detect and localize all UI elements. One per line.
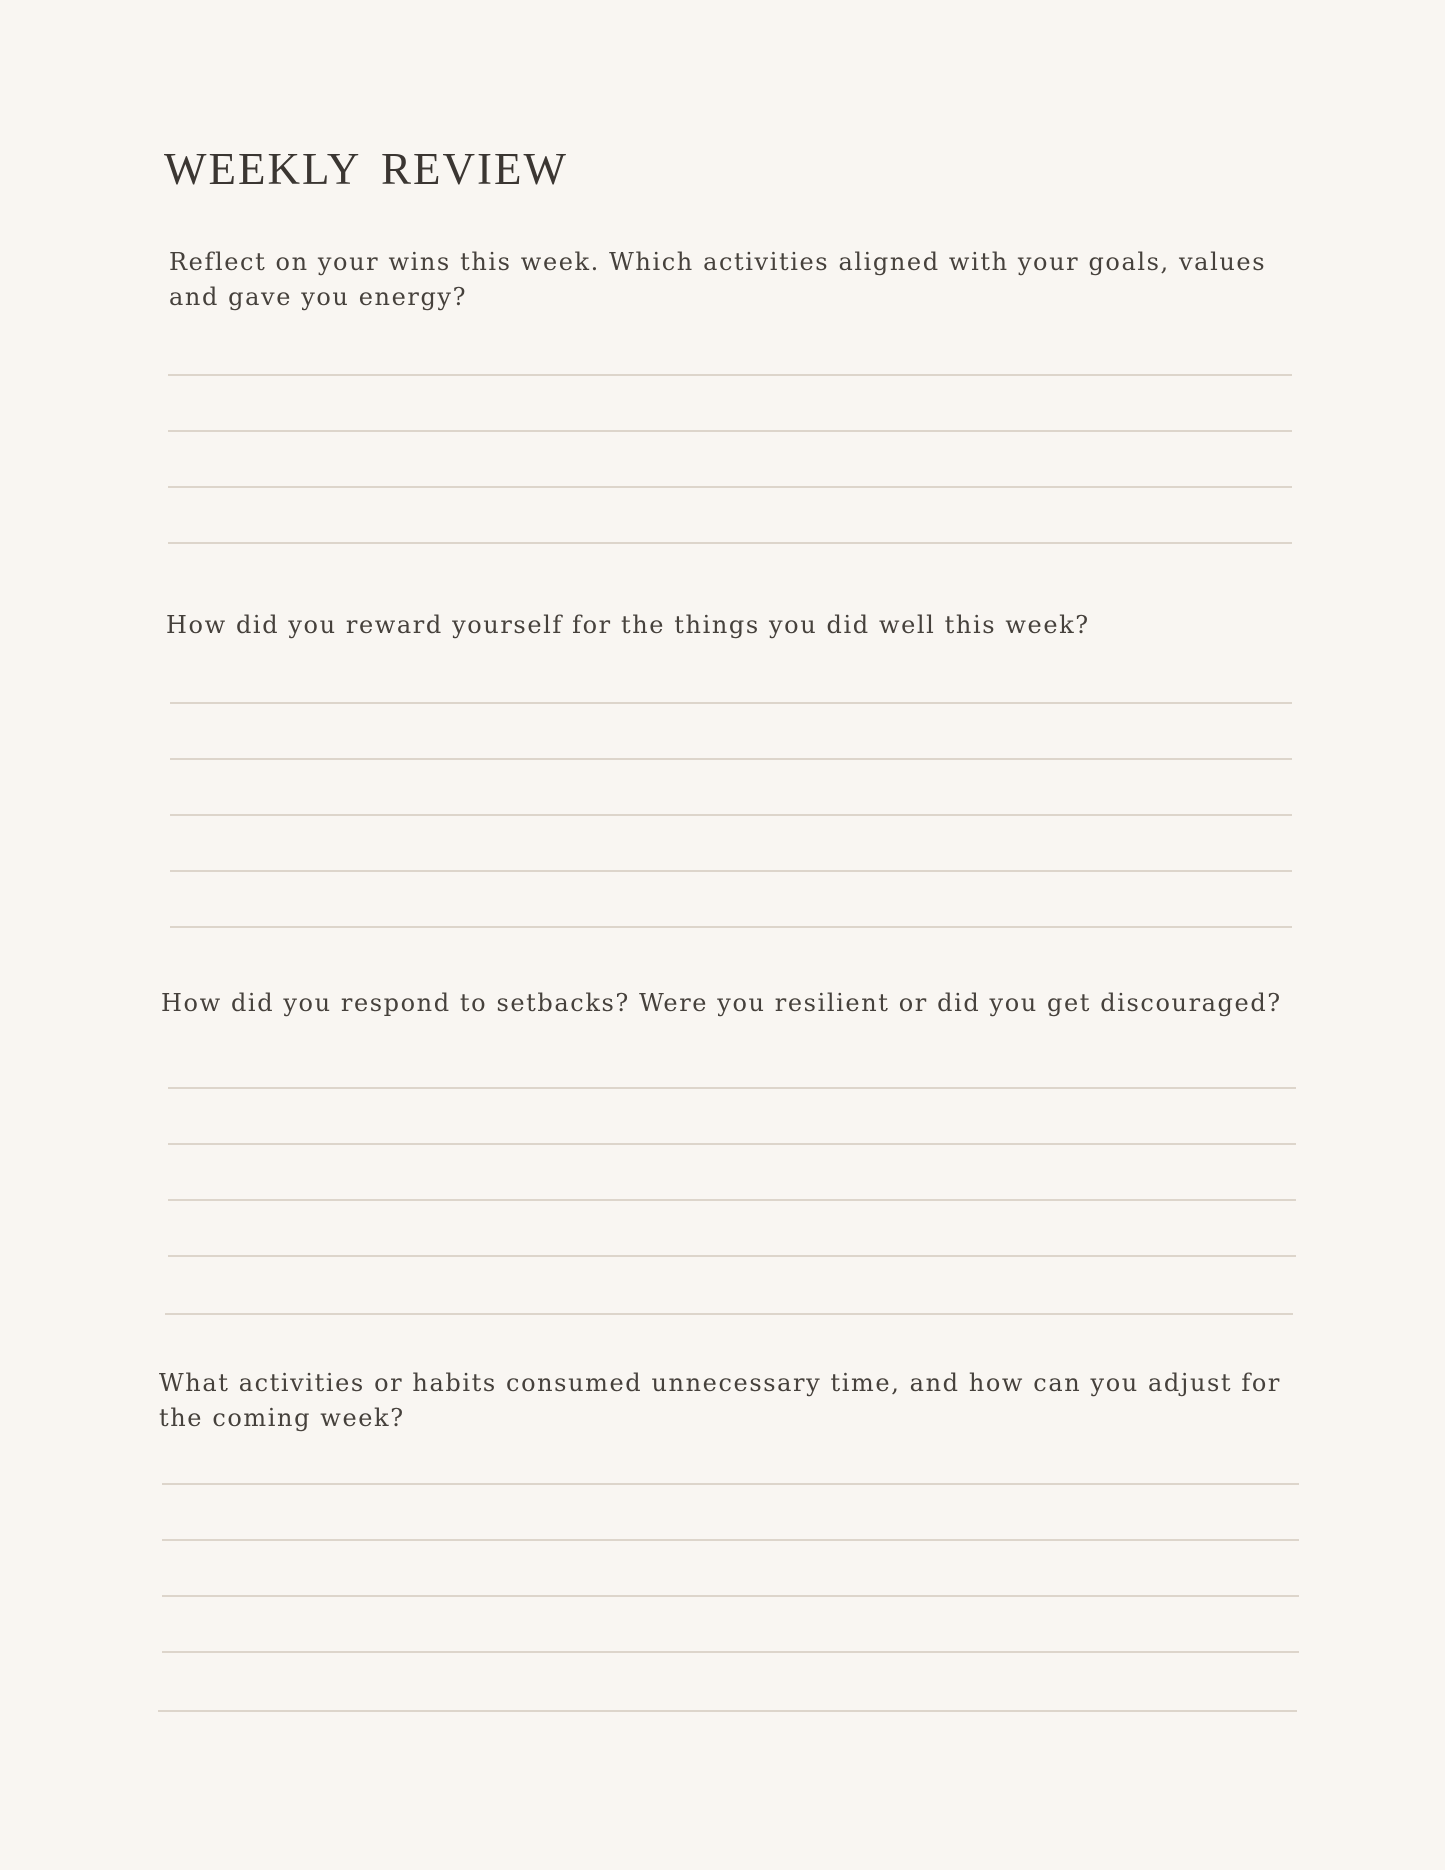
answer-line[interactable] — [170, 702, 1292, 704]
question-4-line-1: What activities or habits consumed unnecessary time, and how can you adjust for — [159, 1369, 1281, 1397]
answer-line[interactable] — [168, 486, 1292, 488]
question-4 — [159, 1366, 1281, 1436]
answer-line[interactable] — [168, 1255, 1296, 1257]
answer-line[interactable] — [168, 1199, 1296, 1201]
question-1-line-2: and gave you energy? — [169, 283, 468, 311]
question-3-line-1: How did you respond to setbacks? Were you resilient or did you get discouraged? — [161, 989, 1282, 1017]
answer-line[interactable] — [168, 1143, 1296, 1145]
answer-line[interactable] — [170, 870, 1292, 872]
answer-line[interactable] — [162, 1651, 1299, 1653]
question-2-line-1: How did you reward yourself for the things you did well this week? — [166, 611, 1090, 639]
answer-line[interactable] — [170, 814, 1292, 816]
answer-line[interactable] — [170, 758, 1292, 760]
page-title: WEEKLY REVIEW — [164, 144, 568, 194]
answer-line[interactable] — [165, 1313, 1293, 1315]
answer-line[interactable] — [162, 1595, 1299, 1597]
question-3 — [161, 986, 1282, 1021]
answer-line[interactable] — [168, 374, 1292, 376]
question-2 — [166, 608, 1090, 643]
question-1-line-1: Reflect on your wins this week. Which activities aligned with your goals, values — [169, 248, 1267, 276]
answer-line[interactable] — [162, 1539, 1299, 1541]
question-4-line-2: the coming week? — [159, 1404, 405, 1432]
answer-line[interactable] — [168, 430, 1292, 432]
answer-line[interactable] — [170, 926, 1292, 928]
answer-line[interactable] — [162, 1483, 1299, 1485]
answer-line[interactable] — [168, 1087, 1296, 1089]
question-1 — [169, 245, 1266, 315]
answer-line[interactable] — [168, 542, 1292, 544]
answer-line[interactable] — [158, 1710, 1297, 1712]
